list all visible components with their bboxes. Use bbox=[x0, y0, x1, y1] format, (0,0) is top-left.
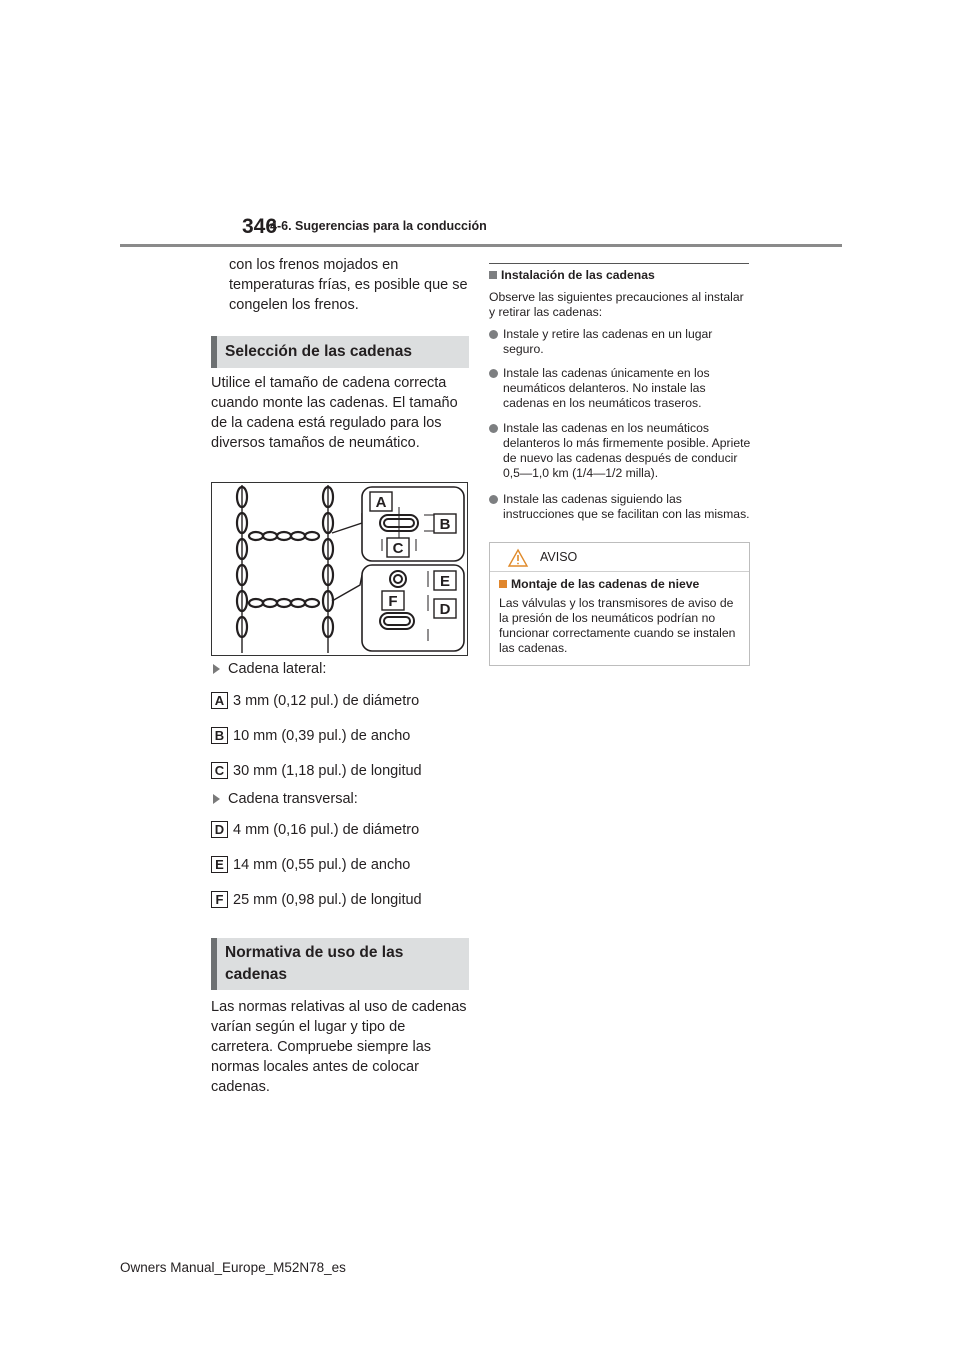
callout-a bbox=[370, 492, 392, 511]
footer-text: Owners Manual_Europe_M52N78_es bbox=[120, 1260, 346, 1275]
cross-chain-label: Cadena transversal: bbox=[228, 791, 358, 807]
chain-illustration bbox=[212, 483, 467, 655]
warning-sub-heading bbox=[499, 577, 699, 591]
precaution-item bbox=[489, 421, 751, 481]
triangle-bullet-icon bbox=[213, 794, 220, 804]
svg-text:E: E bbox=[439, 573, 451, 590]
square-bullet-icon bbox=[499, 580, 507, 588]
callout-c bbox=[387, 538, 409, 557]
spec-item-a bbox=[211, 692, 419, 709]
letter-box: E bbox=[211, 856, 228, 873]
precaution-text: Instale las cadenas en los neumáticos delanteros lo más firmemente posible. Apriete de nuevo las cadenas después de conducir 0,5—1,0 km (1/4—1/2 milla). bbox=[503, 421, 751, 480]
spec-item-c bbox=[211, 762, 422, 779]
spec-text: 14 mm (0,55 pul.) de ancho bbox=[233, 856, 411, 873]
spec-text: 3 mm (0,12 pul.) de diámetro bbox=[233, 692, 420, 709]
spec-text: 30 mm (1,18 pul.) de longitud bbox=[233, 762, 422, 779]
spec-item-e bbox=[211, 856, 410, 873]
precaution-text: Instale las cadenas siguiendo las instrucciones que se facilitan con las mismas. bbox=[503, 492, 750, 521]
spec-text: 10 mm (0,39 pul.) de ancho bbox=[233, 727, 411, 744]
round-bullet-icon bbox=[489, 330, 498, 339]
warning-triangle-icon bbox=[507, 548, 529, 568]
warning-header bbox=[490, 543, 749, 572]
spec-item-f bbox=[211, 891, 422, 908]
warning-label: AVISO bbox=[540, 550, 578, 564]
heading-chain-selection bbox=[211, 336, 469, 368]
precaution-text: Instale y retire las cadenas en un lugar seguro. bbox=[503, 327, 713, 356]
spec-item-b bbox=[211, 727, 410, 744]
precaution-item bbox=[489, 366, 751, 411]
cross-chain-bullet bbox=[213, 791, 358, 807]
chain-selection-paragraph: Utilice el tamaño de cadena correcta cuando monte las cadenas. El tamaño de la cadena está regulado para los diversos tamaños de neumático. bbox=[211, 375, 458, 451]
svg-text:D: D bbox=[439, 601, 451, 618]
heading-chain-rules-text: Normativa de uso de las cadenas bbox=[225, 944, 404, 983]
round-bullet-icon bbox=[489, 424, 498, 433]
letter-box: F bbox=[211, 891, 228, 908]
svg-text:B: B bbox=[439, 516, 451, 533]
spec-item-d bbox=[211, 821, 419, 838]
heading-chain-selection-text: Selección de las cadenas bbox=[225, 343, 412, 360]
triangle-bullet-icon bbox=[213, 664, 220, 674]
precaution-item bbox=[489, 492, 751, 522]
side-chain-label: Cadena lateral: bbox=[228, 661, 327, 677]
precaution-item bbox=[489, 327, 751, 357]
svg-text:C: C bbox=[392, 540, 404, 557]
callout-d bbox=[434, 599, 456, 618]
svg-text:F: F bbox=[388, 593, 398, 610]
spec-text: 25 mm (0,98 pul.) de longitud bbox=[233, 891, 422, 908]
continuation-paragraph: con los frenos mojados en temperaturas frías, es posible que se congelen los frenos. bbox=[229, 257, 468, 313]
callout-b bbox=[434, 514, 456, 533]
installation-heading-text: Instalación de las cadenas bbox=[501, 268, 655, 282]
page-number: 346 bbox=[242, 215, 278, 238]
svg-text:A: A bbox=[375, 494, 387, 511]
letter-box: B bbox=[211, 727, 228, 744]
warning-sub-heading-text: Montaje de las cadenas de nieve bbox=[511, 577, 700, 591]
chain-diagram bbox=[211, 482, 468, 656]
letter-box: D bbox=[211, 821, 228, 838]
letter-box: C bbox=[211, 762, 228, 779]
side-chain-bullet bbox=[213, 661, 326, 677]
callout-e bbox=[434, 571, 456, 590]
warning-box bbox=[489, 542, 750, 666]
right-column-divider bbox=[489, 263, 749, 264]
section-title: 4-6. Sugerencias para la conducción bbox=[270, 219, 487, 233]
letter-box: A bbox=[211, 692, 228, 709]
round-bullet-icon bbox=[489, 369, 498, 378]
precaution-text: Instale las cadenas únicamente en los neumáticos delanteros. No instale las cadenas en los neumáticos traseros. bbox=[503, 366, 710, 410]
installation-heading bbox=[489, 268, 749, 282]
installation-intro: Observe las siguientes precauciones al instalar y retirar las cadenas: bbox=[489, 290, 744, 319]
round-bullet-icon bbox=[489, 495, 498, 504]
heading-chain-rules bbox=[211, 938, 469, 990]
callout-f bbox=[382, 591, 404, 610]
spec-text: 4 mm (0,16 pul.) de diámetro bbox=[233, 821, 420, 838]
header-divider bbox=[120, 244, 842, 247]
square-bullet-icon bbox=[489, 271, 497, 279]
warning-text: Las válvulas y los transmisores de aviso de la presión de los neumáticos podrían no funcionar correctamente cuando se instalen las cadenas. bbox=[499, 596, 736, 655]
chain-rules-paragraph: Las normas relativas al uso de cadenas varían según el lugar y tipo de carretera. Compruebe siempre las normas locales antes de colocar cadenas. bbox=[211, 999, 467, 1095]
